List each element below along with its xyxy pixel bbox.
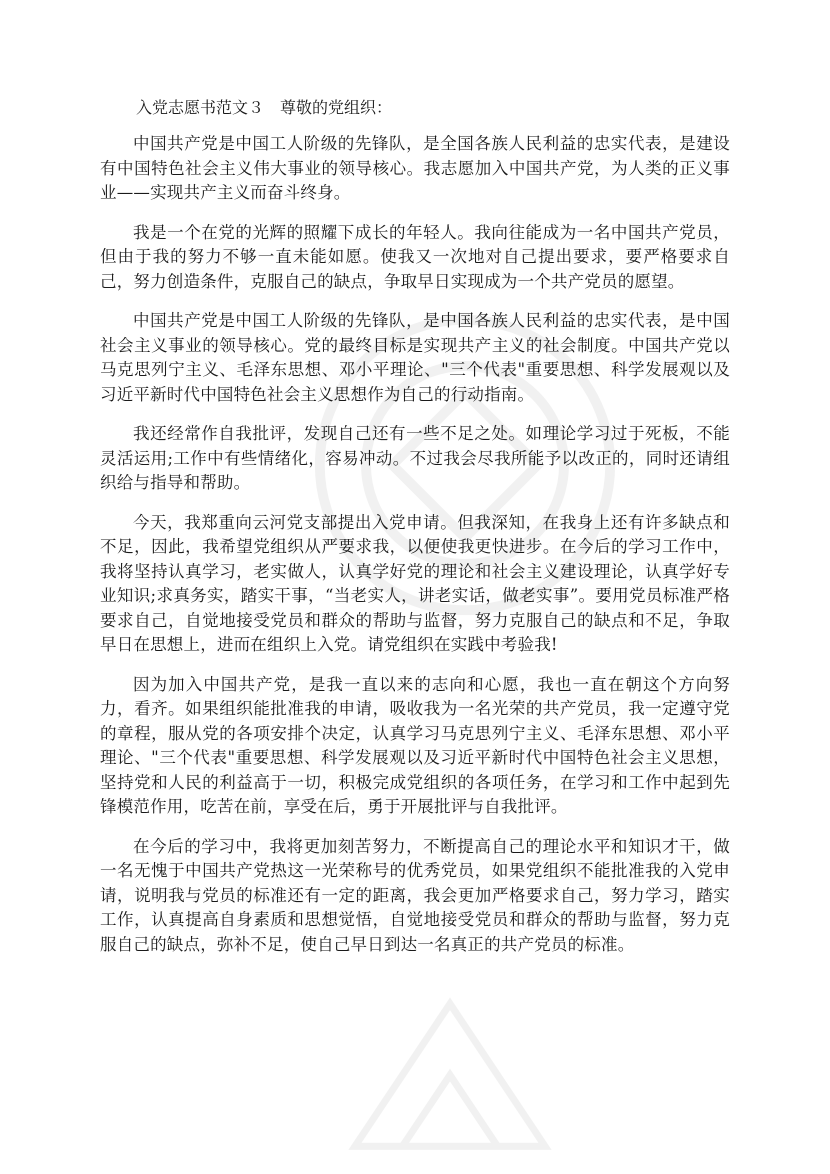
- paragraph-1: 中国共产党是中国工人阶级的先锋队，是全国各族人民利益的忠实代表，是建设有中国特色社会主义伟大事业的领导核心。我志愿加入中国共产党，为人类的正义事业——实现共产主义而奋斗终身。: [100, 134, 730, 202]
- document-title: 入党志愿书范文３ 尊敬的党组织：: [136, 98, 393, 117]
- paragraph-4: 我还经常作自我批评，发现自己还有一些不足之处。如理论学习过于死板，不能灵活运用;工作中有些情绪化，容易冲动。不过我会尽我所能予以改正的，同时还请组织给与指导和帮助。: [100, 424, 730, 492]
- paragraph-6: 因为加入中国共产党，是我一直以来的志向和心愿，我也一直在朝这个方向努力，看齐。如果组织能批准我的申请，吸收我为一名光荣的共产党员，我一定遵守党的章程，服从党的各项安排个决定，认真学习马克思列宁主义、毛泽东思想、邓小平理论、"三个代表"重要思想、科学发展观以及习近平新时代中国特色社会主义思想，坚持党和人民的利益高于一切，积极完成党组织的各项任务，在学习和工作中起到先锋模范作用，吃苦在前，享受在后，勇于开展批评与自我批评。: [100, 674, 730, 816]
- paragraph-7: 在今后的学习中，我将更加刻苦努力，不断提高自己的理论水平和知识才干，做一名无愧于中国共产党热这一光荣称号的优秀党员，如果党组织不能批准我的入党申请，说明我与党员的标准还有一定的距离，我会更加严格要求自己，努力学习，踏实工作，认真提高自身素质和思想觉悟，自觉地接受党员和群众的帮助与监督，努力克服自己的缺点，弥补不足，使自己早日到达一名真正的共产党员的标准。: [100, 836, 730, 954]
- paragraph-5: 今天，我郑重向云河党支部提出入党申请。但我深知，在我身上还有许多缺点和不足，因此，我希望党组织从严要求我，以便使我更快进步。在今后的学习工作中，我将坚持认真学习，老实做人，认真学好党的理论和社会主义建设理论，认真学好专业知识;求真务实，踏实干事，“当老实人，讲老实话，做老实事”。要用党员标准严格要求自己，自觉地接受党员和群众的帮助与监督，努力克服自己的缺点和不足，争取早日在思想上，进而在组织上入党。请党组织在实践中考验我!: [100, 512, 730, 654]
- paragraph-2: 我是一个在党的光辉的照耀下成长的年轻人。我向往能成为一名中国共产党员，但由于我的努力不够一直未能如愿。使我又一次地对自己提出要求，要严格要求自己，努力创造条件，克服自己的缺点，争取早日实现成为一个共产党员的愿望。: [100, 222, 730, 291]
- watermark-logo-bottom: [330, 980, 570, 1170]
- paragraph-3: 中国共产党是中国工人阶级的先锋队，是中国各族人民利益的忠实代表，是中国社会主义事业的领导核心。党的最终目标是实现共产主义的社会制度。中国共产党以马克思列宁主义、毛泽东思想、邓小平理论、"三个代表"重要思想、科学发展观以及习近平新时代中国特色社会主义思想作为自己的行动指南。: [100, 311, 730, 404]
- document-body: [100, 96, 730, 972]
